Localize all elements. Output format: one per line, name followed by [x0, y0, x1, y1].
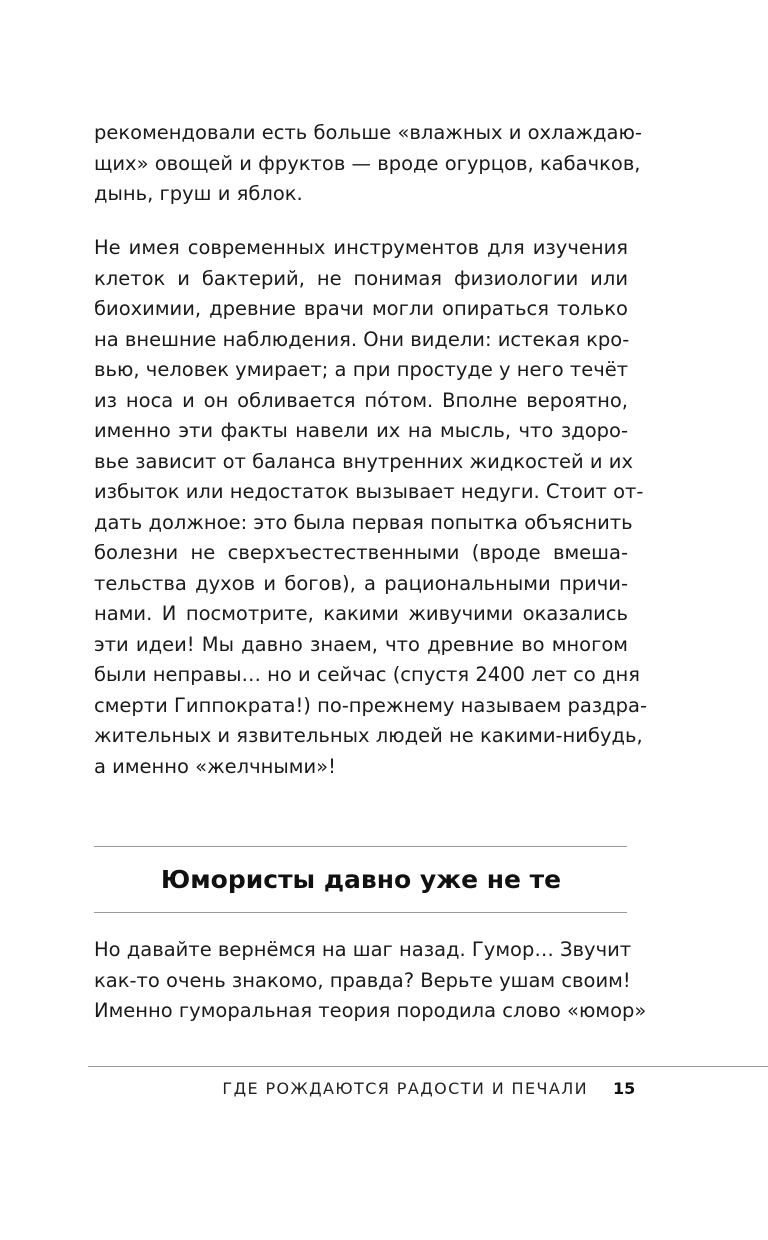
text-line: дынь, груш и яблок. [94, 182, 303, 205]
text-line: щих» овощей и фруктов — вроде огурцов, кабачков, [94, 151, 641, 175]
text-line: смерти Гиппократа!) по-прежнему называем раздра- [94, 693, 648, 717]
heading-rule-bottom [94, 912, 627, 913]
paragraph-humor [94, 935, 647, 1027]
text-line: из носа и он обливается пóтом. Вполне вероятно, [94, 388, 628, 412]
text-line: были неправы… но и сейчас (спустя 2400 лет со дня [94, 663, 640, 686]
text-line: эти идеи! Мы давно знаем, что древние во многом [94, 632, 628, 656]
text-line: нами. И посмотрите, какими живучими оказались [94, 602, 628, 625]
paragraph-continuation [94, 118, 642, 210]
footer-rule [88, 1066, 768, 1067]
text-line: как-то очень знакомо, правда? Верьте ушам своим! [94, 968, 631, 992]
text-line: рекомендовали есть больше «влажных и охлаждаю- [94, 121, 642, 144]
text-line: жительных и язвительных людей не какими-нибудь, [94, 724, 643, 747]
text-line: болезни не сверхъестественными (вроде вмеша- [94, 541, 628, 564]
text-line: а именно «желчными»! [94, 754, 336, 778]
text-line: вью, человек умирает; а при простуде у него течёт [94, 358, 629, 381]
text-line: клеток и бактерий, не понимая физиологии или [94, 266, 628, 290]
text-line: избыток или недостаток вызывает недуги. Стоит от- [94, 480, 644, 503]
text-line: Не имея современных инструментов для изучения [94, 236, 628, 259]
paragraph-ancient-doctors [94, 233, 648, 782]
text-line: дать должное: это была первая попытка объяснить [94, 510, 633, 534]
page-number: 15 [613, 1079, 636, 1098]
heading-rule-top [94, 846, 627, 847]
text-line: на внешние наблюдения. Они видели: истекая кро- [94, 327, 630, 351]
text-line: биохимии, древние врачи могли опираться только [94, 297, 628, 320]
section-heading: Юмористы давно уже не те [160, 865, 562, 894]
text-line: Но давайте вернёмся на шаг назад. Гумор… Звучит [94, 938, 632, 961]
running-title: ГДЕ РОЖДАЮТСЯ РАДОСТИ И ПЕЧАЛИ [222, 1079, 588, 1098]
text-line: тельства духов и богов), а рациональными причи- [94, 571, 628, 595]
text-line: Именно гуморальная теория породила слово «юмор» [94, 999, 647, 1022]
text-line: именно эти факты навели их на мысль, что здоро- [94, 419, 628, 442]
text-line: вье зависит от баланса внутренних жидкостей и их [94, 449, 634, 473]
